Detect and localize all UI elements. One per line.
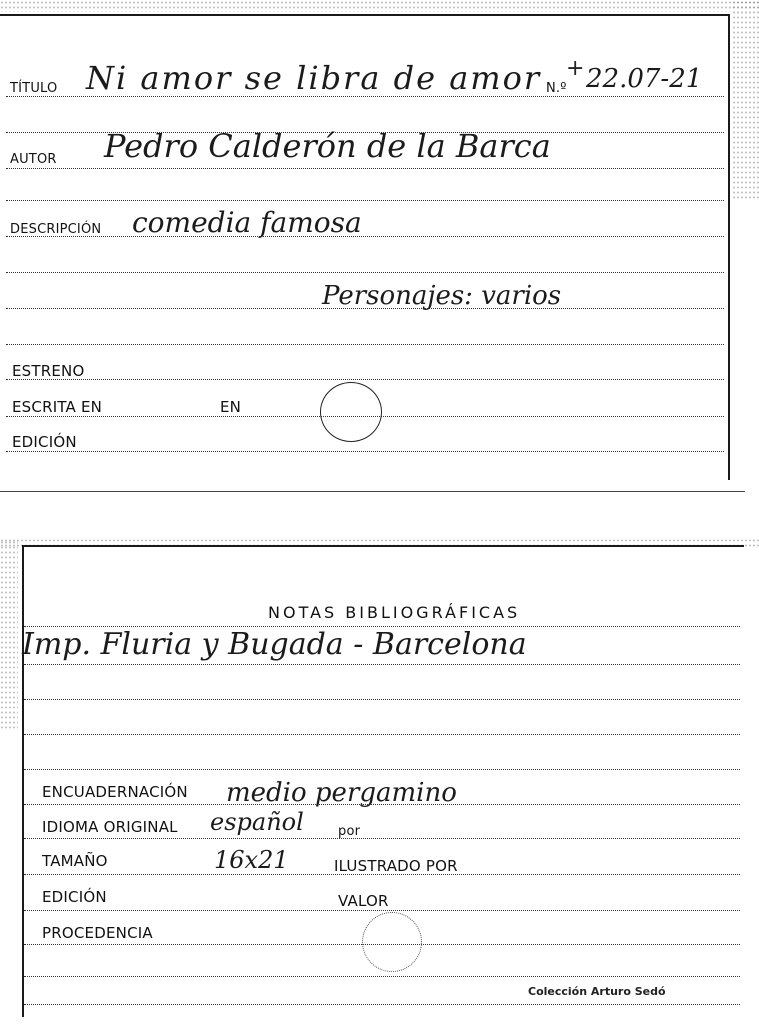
tamano-value: 16x21 (214, 846, 289, 874)
idioma-value: español (210, 808, 304, 836)
cross-mark: + (566, 56, 585, 81)
en-label: EN (220, 398, 242, 416)
escrita-en-label: ESCRITA EN (12, 398, 103, 416)
rule-line (24, 1004, 740, 1005)
rule-line (6, 168, 724, 169)
notas-heading: NOTAS BIBLIOGRÁFICAS (268, 603, 521, 622)
titulo-value: Ni amor se libra de amor (86, 59, 542, 97)
rule-line (6, 379, 724, 380)
encuadernacion-label: ENCUADERNACIÓN (42, 783, 188, 801)
notas-value: Imp. Fluria y Bugada - Barcelona (22, 627, 527, 662)
descripcion-value: comedia famosa (132, 206, 362, 239)
scan-noise-right-top (732, 0, 759, 200)
collection-credit: Colección Arturo Sedó (528, 985, 666, 998)
rule-line (6, 344, 724, 345)
rule-line (24, 976, 740, 977)
scan-noise-top (0, 0, 759, 12)
rule-line (24, 699, 740, 700)
titulo-label: TÍTULO (10, 81, 58, 96)
numero-value: 22.07-21 (586, 64, 703, 94)
tamano-label: TAMAÑO (42, 852, 108, 870)
rule-line (24, 734, 740, 735)
autor-value: Pedro Calderón de la Barca (104, 127, 551, 165)
autor-label: AUTOR (10, 152, 57, 167)
numero-label: N.º (546, 81, 567, 96)
idioma-label: IDIOMA ORIGINAL (42, 818, 178, 836)
rule-line (6, 200, 724, 201)
rule-line (6, 236, 724, 237)
separator-line (0, 491, 745, 492)
rule-line (24, 838, 740, 839)
por-label: por (338, 824, 361, 839)
rule-line (6, 272, 724, 273)
rule-line (24, 769, 740, 770)
rule-line (24, 910, 740, 911)
edicion-label: EDICIÓN (42, 888, 107, 906)
stamp-circle (362, 912, 422, 972)
personajes-value: Personajes: varios (322, 281, 562, 311)
rule-line (24, 664, 740, 665)
encuadernacion-value: medio pergamino (226, 778, 457, 808)
valor-label: VALOR (338, 892, 389, 910)
procedencia-label: PROCEDENCIA (42, 924, 153, 942)
descripcion-label: DESCRIPCIÓN (10, 222, 102, 237)
estreno-label: ESTRENO (12, 362, 85, 380)
edicion-label: EDICIÓN (12, 433, 77, 451)
ilustrado-label: ILUSTRADO POR (334, 857, 458, 875)
rule-line (6, 451, 724, 452)
stamp-circle (320, 382, 382, 442)
scan-noise-left-bottom (0, 540, 18, 730)
